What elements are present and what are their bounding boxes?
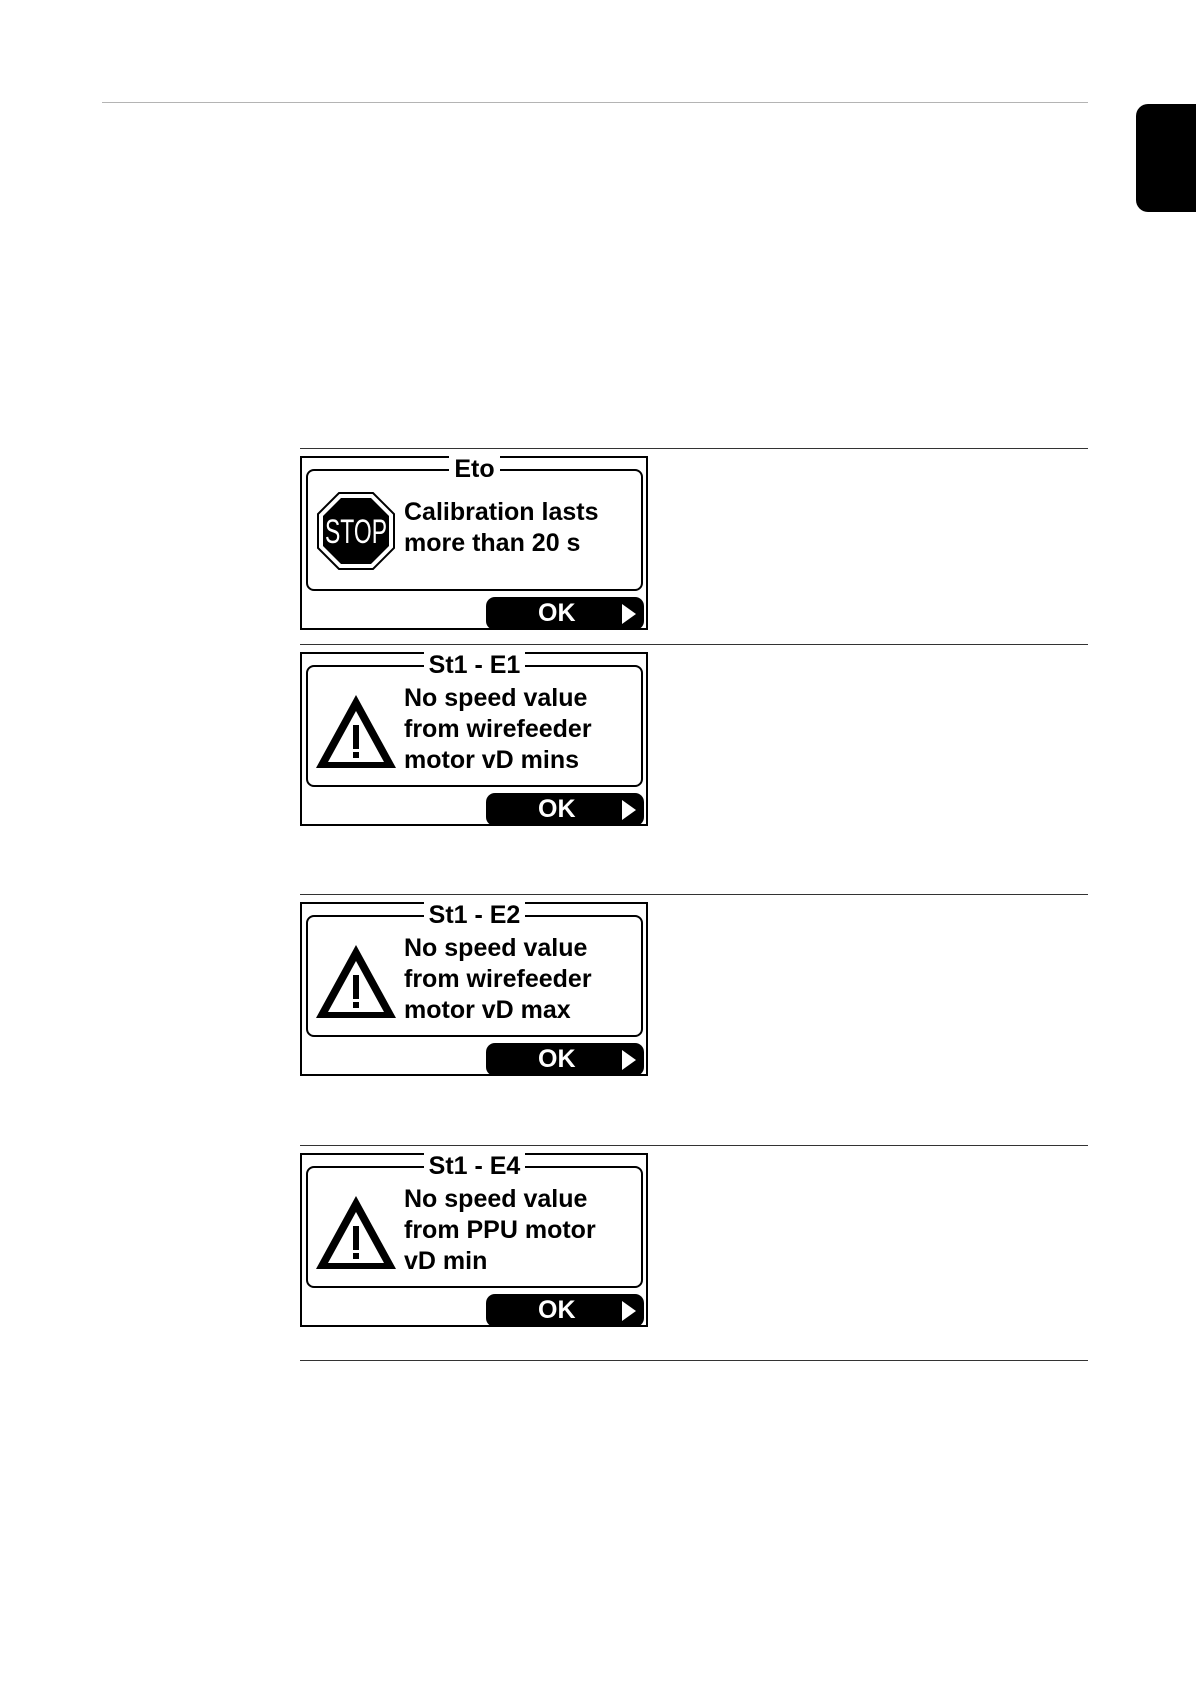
dialog-title: St1 - E1 (308, 651, 641, 679)
ok-button[interactable] (486, 1294, 644, 1327)
warning-triangle-icon (314, 1186, 398, 1270)
section-divider (300, 1145, 1088, 1146)
error-message (404, 933, 640, 1026)
ok-label: OK (538, 1296, 576, 1324)
message-frame (306, 1152, 643, 1288)
dialog-title: St1 - E2 (308, 901, 641, 929)
header-rule (102, 102, 1088, 103)
error-screen-eto (300, 456, 648, 630)
stop-sign-icon (314, 489, 398, 573)
ok-label: OK (538, 599, 576, 627)
message-line: No speed value (404, 684, 588, 712)
section-divider (300, 1360, 1088, 1361)
ok-button[interactable] (486, 597, 644, 630)
section-divider (300, 894, 1088, 895)
message-line: vD min (404, 1247, 488, 1275)
message-line: Calibration lasts (404, 498, 599, 526)
svg-text:STOP: STOP (325, 513, 387, 551)
ok-label: OK (538, 1045, 576, 1073)
message-line: from wirefeeder (404, 715, 592, 743)
ok-label: OK (538, 795, 576, 823)
message-frame (306, 901, 643, 1037)
ok-button[interactable] (486, 1043, 644, 1076)
message-line: motor vD mins (404, 746, 580, 774)
warning-triangle-icon (314, 685, 398, 769)
error-screen-st1-e4 (300, 1153, 648, 1327)
warning-triangle-icon (314, 935, 398, 1019)
section-divider (300, 644, 1088, 645)
arrow-right-icon (622, 604, 636, 624)
arrow-right-icon (622, 1050, 636, 1070)
error-message (404, 1184, 640, 1277)
arrow-right-icon (622, 1301, 636, 1321)
message-line: more than 20 s (404, 529, 581, 557)
message-line: No speed value (404, 934, 588, 962)
section-divider (300, 448, 1088, 449)
error-message (404, 497, 640, 559)
message-line: from PPU motor (404, 1216, 596, 1244)
error-message (404, 683, 640, 776)
message-frame (306, 651, 643, 787)
message-line: motor vD max (404, 996, 571, 1024)
ok-button[interactable] (486, 793, 644, 826)
dialog-title: St1 - E4 (308, 1152, 641, 1180)
message-frame (306, 455, 643, 591)
message-line: No speed value (404, 1185, 588, 1213)
error-screen-st1-e1 (300, 652, 648, 826)
dialog-title: Eto (308, 455, 641, 483)
section-tab-marker (1136, 104, 1196, 212)
error-screen-st1-e2 (300, 902, 648, 1076)
message-line: from wirefeeder (404, 965, 592, 993)
arrow-right-icon (622, 800, 636, 820)
